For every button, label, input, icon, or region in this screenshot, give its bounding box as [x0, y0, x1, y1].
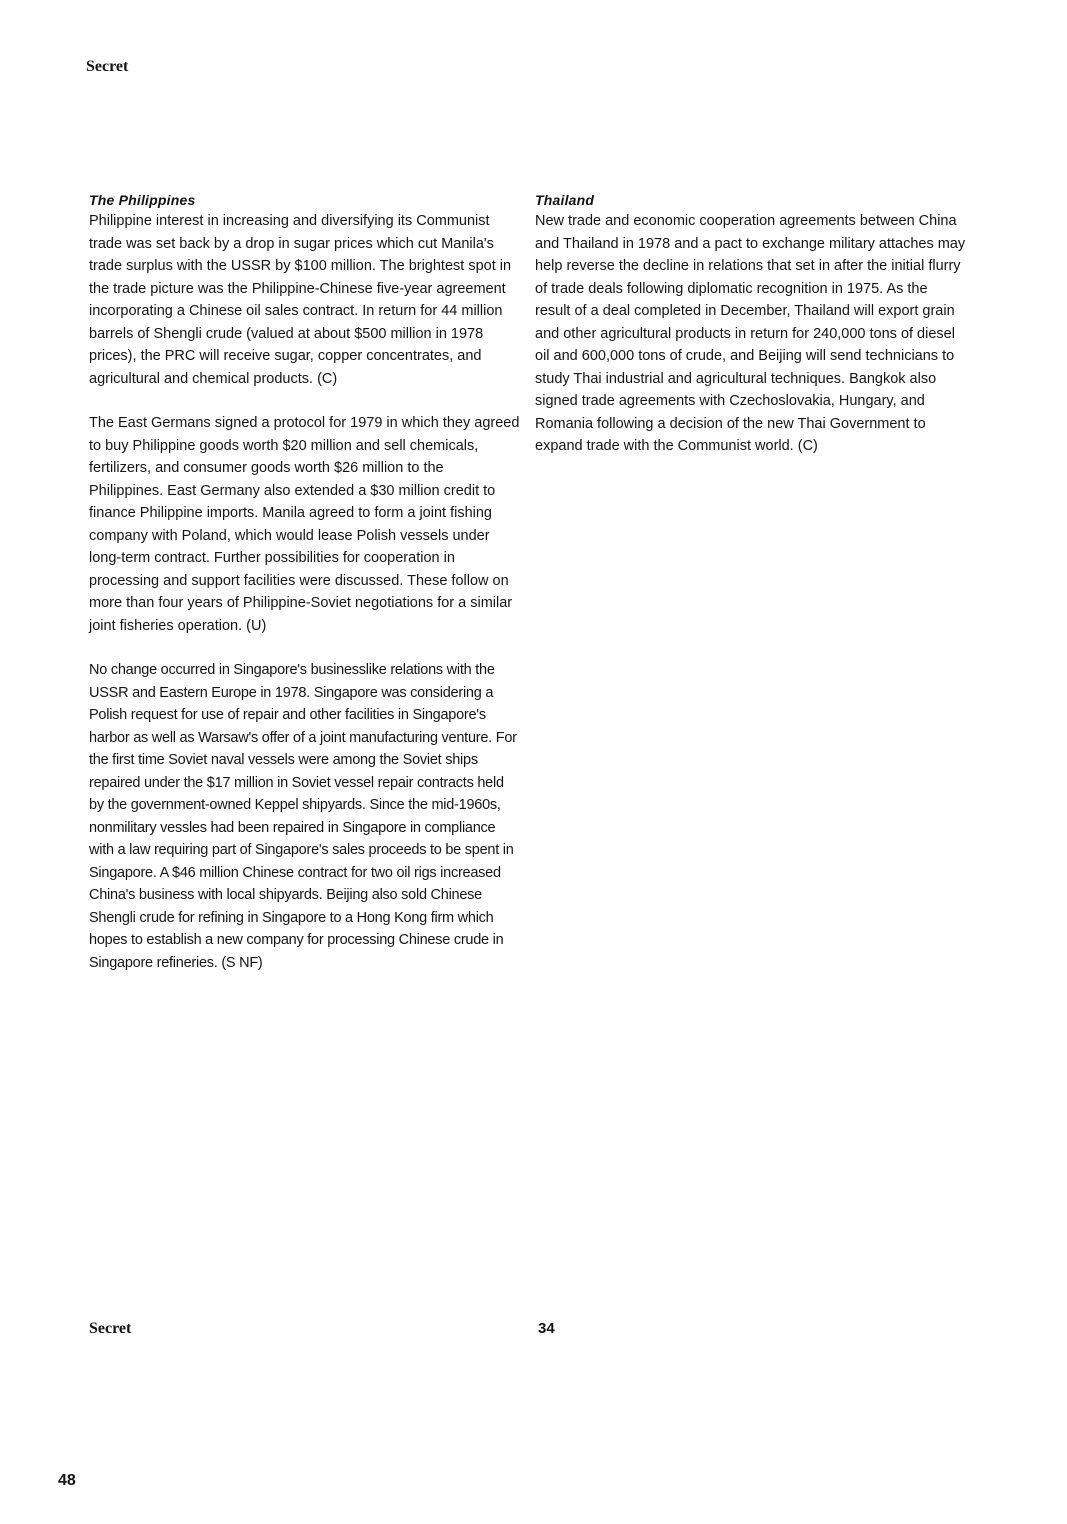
outer-page-number: 48 [58, 1472, 76, 1489]
paragraph-singapore: No change occurred in Singapore's businesslike relations with the USSR and Eastern Europe in 1978. Singapore was considering a Polish request for use of repair and other facilities in Singapore's harbor as well as Warsaw's offer of a joint manufacturing venture. For the first time Soviet naval vessels were among the Soviet ships repaired under the $17 million in Soviet vessel repair contracts held by the government-owned Keppel shipyards. Since the mid-1960s, nonmilitary vessles had been repaired in Singapore in compliance with a law requiring part of Singapore's sales proceeds to be spent in Singapore. A $46 million Chinese contract for two oil rigs increased China's business with local shipyards. Beijing also sold Chinese Shengli crude for refining in Singapore to a Hong Kong firm which hopes to establish a new company for processing Chinese crude in Singapore refineries. (S NF) [89, 662, 517, 971]
classification-footer: Secret [89, 1320, 132, 1337]
right-column [535, 192, 967, 480]
paragraph-philippines-china: Philippine interest in increasing and diversifying its Communist trade was set back by a drop in sugar prices which cut Manila's trade surplus with the USSR by $100 million. The brightest spot in the trade picture was the Philippine-Chinese five-year agreement incorporating a Chinese oil sales contract. In return for 44 million barrels of Shengli crude (valued at about $500 million in 1978 prices), the PRC will receive sugar, copper concentrates, and agricultural and chemical products. (C) [89, 213, 512, 387]
paragraph-east-germany: The East Germans signed a protocol for 1979 in which they agreed to buy Philippine goods worth $20 million and sell chemicals, fertilizers, and consumer goods worth $26 million to the Philippines. East Germany also extended a $30 million credit to finance Philippine imports. Manila agreed to form a joint fishing company with Poland, which would lease Polish vessels under long-term contract. Further possibilities for cooperation in processing and support facilities were discussed. These follow on more than four years of Philippine-Soviet negotiations for a similar joint fisheries operation. (U) [89, 415, 520, 634]
paragraph-thailand: New trade and economic cooperation agreements between China and Thailand in 1978 and a pact to exchange military attaches may help reverse the decline in relations that set in after the initial flurry of trade deals following diplomatic recognition in 1975. As the result of a deal completed in December, Thailand will export grain and other agricultural products in return for 240,000 tons of diesel oil and 600,000 tons of crude, and Beijing will send technicians to study Thai industrial and agricultural techniques. Bangkok also signed trade agreements with Czechoslovakia, Hungary, and Romania following a decision of the new Thai Government to expand trade with the Communist world. (C) [535, 213, 966, 454]
left-column [89, 192, 521, 996]
classification-header: Secret [86, 58, 129, 75]
page-number: 34 [538, 1320, 555, 1337]
thailand-heading: Thailand [535, 192, 595, 208]
philippines-heading: The Philippines [89, 192, 196, 208]
